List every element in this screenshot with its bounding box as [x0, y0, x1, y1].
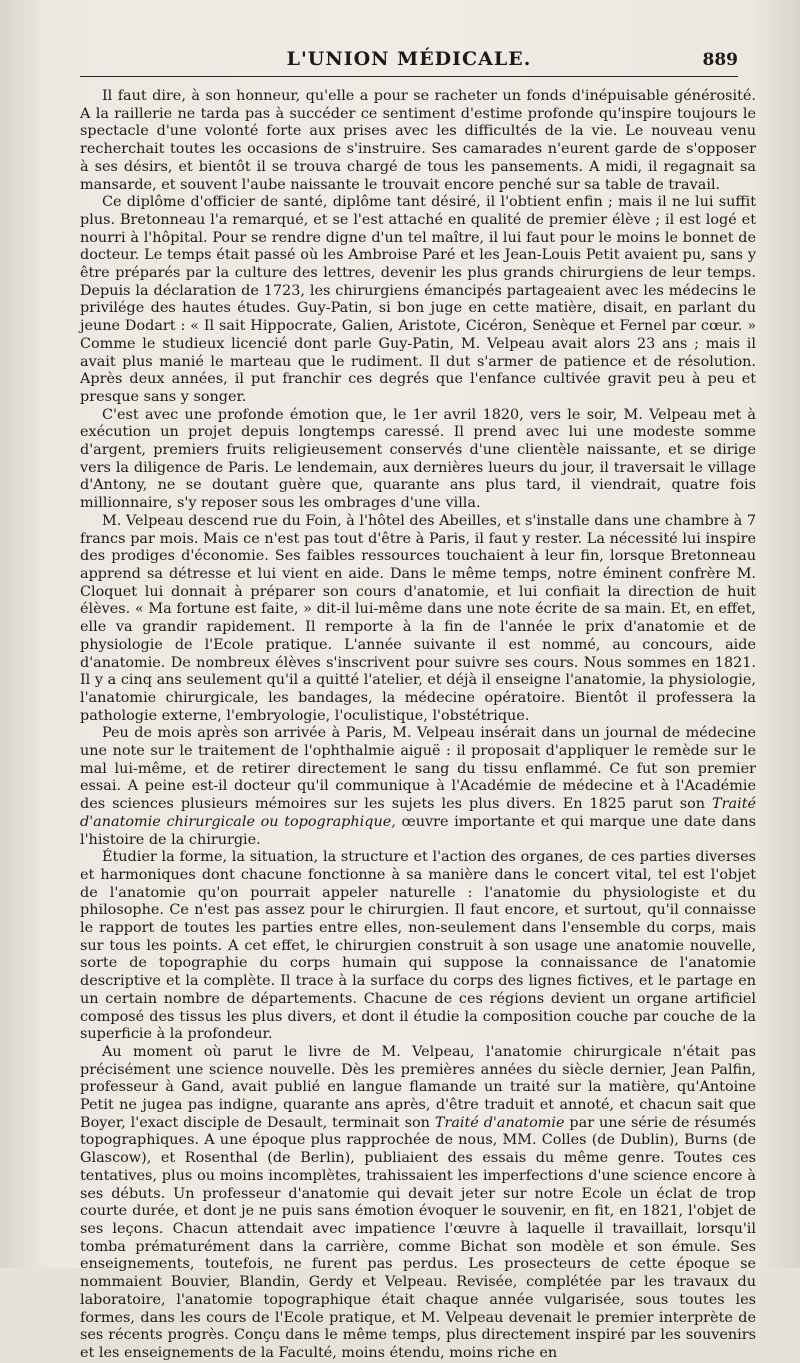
book-title-traite-anatomie-chirurgicale: Traité d'anatomie chirurgicale ou topographique, [80, 796, 756, 830]
page-header [80, 44, 738, 78]
paragraph-5-text-a: Peu de mois après son arrivée à Paris, M. Velpeau insérait dans un journal de médecine une note sur le traitement de l'ophthalmie aiguë : il proposait d'appliquer le remède sur le mal lui-même, et de retirer directement le sang du tissu enflammé. Ce fut son premier essai. A peine est-il docteur qu'il communique à l'Académie de médecine et à l'Académie des sciences plusieurs mémoires sur les sujets les plus divers. En 1825 parut son [80, 725, 756, 813]
paragraph-7-text-b: par une série de résumés topographiques. A une époque plus rapprochée de nous, MM. Colles (de Dublin), Burns (de Glascow), et Rosenthal (de Berlin), publiaient des essais du même genre. Toutes ces tentatives, plus ou moins incomplètes, trahissaient les imperfections d'une science encore à ses débuts. Un professeur d'anatomie qui devait jeter sur notre Ecole un éclat de trop courte durée, et dont je ne puis sans émotion évoquer le souvenir, en fit, en 1821, l'objet de ses leçons. Chacun attendait avec impatience l'œuvre à laquelle il travaillait, lorsqu'il tomba prématurément dans la carrière, comme Bichat son modèle et son émule. Ses enseignements, toutefois, ne furent pas perdus. Les prosecteurs de cette époque se nommaient Bouvier, Blandin, Gerdy et Velpeau. Revisée, complétée par les travaux du laboratoire, l'anatomie topographique était chaque année vulgarisée, sous toutes les formes, dans les cours de l'Ecole pratique, et M. Velpeau devenait le premier interprète de ses récents progrès. Conçu dans le même temps, plus directement inspiré par les souvenirs et les enseignements de la Faculté, moins étendu, moins riche en [80, 1114, 756, 1361]
paragraph-3: C'est avec une profonde émotion que, le 1er avril 1820, vers le soir, M. Velpeau met à exécution un projet depuis longtemps caressé. Il prend avec lui une modeste somme d'argent, premiers fruits religieusement conservés d'une clientèle naissante, et se dirige vers la diligence de Paris. Le lendemain, aux dernières lueurs du jour, il traversait le village d'Antony, ne se doutant guère que, quarante ans plus tard, il viendrait, quatre fois millionnaire, s'y reposer sous les ombrages d'une villa. [80, 406, 756, 512]
paragraph-6: Étudier la forme, la situation, la structure et l'action des organes, de ces parties diverses et harmoniques dont chacune fonctionne à sa manière dans le concert vital, tel est l'objet de l'anatomie qu'on pourrait appeler naturelle : l'anatomie du physiologiste et du philosophe. Ce n'est pas assez pour le chirurgien. Il faut encore, et surtout, qu'il connaisse le rapport de toutes les parties entre elles, non-seulement dans l'ensemble du corps, mais sur tous les points. A cet effet, le chirurgien construit à son usage une anatomie nouvelle, sorte de topographie du corps humain qui suppose la connaissance de l'anatomie descriptive et la complète. Il trace à la surface du corps des lignes fictives, et le partage en un certain nombre de départements. Chacune de ces régions devient un organe artificiel composé des tissus les plus divers, et dont il étudie la composition couche par couche de la superficie à la profondeur. [80, 849, 756, 1043]
header-rule [80, 76, 738, 77]
paragraph-7 [80, 1044, 756, 1363]
paragraph-4: M. Velpeau descend rue du Foin, à l'hôtel des Abeilles, et s'installe dans une chambre à 7 francs par mois. Mais ce n'est pas tout d'être à Paris, il faut y rester. La nécessité lui inspire des prodiges d'économie. Ses faibles ressources touchaient à leur fin, lorsque Bretonneau apprend sa détresse et lui vient en aide. Dans le même temps, notre éminent confrère M. Cloquet lui donnait à préparer son cours d'anatomie, et lui confiait la direction de huit élèves. « Ma fortune est faite, » dit-il lui-même dans une note écrite de sa main. Et, en effet, elle va grandir rapidement. Il remporte à la fin de l'année le prix d'anatomie et de physiologie de l'Ecole pratique. L'année suivante il est nommé, au concours, aide d'anatomie. De nombreux élèves s'inscrivent pour suivre ses cours. Nous sommes en 1821. Il y a cinq ans seulement qu'il a quitté l'atelier, et déjà il enseigne l'anatomie, la physiologie, l'anatomie chirurgicale, les bandages, la médecine opératoire. Bientôt il professera la pathologie externe, l'embryologie, l'oculistique, l'obstétrique. [80, 512, 756, 724]
page-number: 889 [702, 50, 738, 70]
paragraph-7-text-a: Au moment où parut le livre de M. Velpeau, l'anatomie chirurgicale n'était pas précisément une science nouvelle. Dès les premières années du siècle dernier, Jean Palfin, professeur à Gand, avait publié en langue flamande un traité sur la matière, qu'Antoine Petit ne jugea pas indigne, quarante ans après, d'être traduit et annoté, et chacun sait que Boyer, l'exact disciple de Desault, terminait son [80, 1043, 756, 1131]
body-text [80, 88, 756, 1361]
paragraph-2: Ce diplôme d'officier de santé, diplôme tant désiré, il l'obtient enfin ; mais il ne lui suffit plus. Bretonneau l'a remarqué, et se l'est attaché en qualité de premier élève ; il est logé et nourri à l'hôpital. Pour se rendre digne d'un tel maître, il lui faut pour le moins le bonnet de docteur. Le temps était passé où les Ambroise Paré et les Jean-Louis Petit avaient pu, sans y être préparés par la culture des lettres, devenir les plus grands chirurgiens de leur temps. Depuis la déclaration de 1723, les chirurgiens émancipés partageaient avec les médecins le privilége des hautes études. Guy-Patin, si bon juge en cette matière, disait, en parlant du jeune Dodart : « Il sait Hippocrate, Galien, Aristote, Cicéron, Senèque et Fernel par cœur. » Comme le studieux licencié dont parle Guy-Patin, M. Velpeau avait alors 23 ans ; mais il avait plus manié le marteau que le rudiment. Il dut s'armer de patience et de résolution. Après deux années, il put franchir ces degrés que l'enfance cultivée gravit peu à peu et presque sans y songer. [80, 194, 756, 405]
paragraph-5-text-b: œuvre importante et qui marque une date dans l'histoire de la chirurgie. [80, 813, 756, 848]
paragraph-5 [80, 725, 756, 849]
book-title-traite-anatomie: Traité d'anatomie [434, 1114, 565, 1131]
running-title: L'UNION MÉDICALE. [286, 48, 532, 70]
paragraph-1: Il faut dire, à son honneur, qu'elle a pour se racheter un fonds d'inépuisable générosité. A la raillerie ne tarda pas à succéder ce sentiment d'estime profonde qu'inspire toujours le spectacle d'une volonté forte aux prises avec les difficultés de la vie. Le nouveau venu recherchait toutes les occasions de s'instruire. Ses camarades n'eurent garde de s'opposer à ses désirs, et bientôt il se trouva chargé de tous les pansements. A midi, il regagnait sa mansarde, et souvent l'aube naissante le trouvait encore penché sur sa table de travail. [80, 88, 756, 193]
